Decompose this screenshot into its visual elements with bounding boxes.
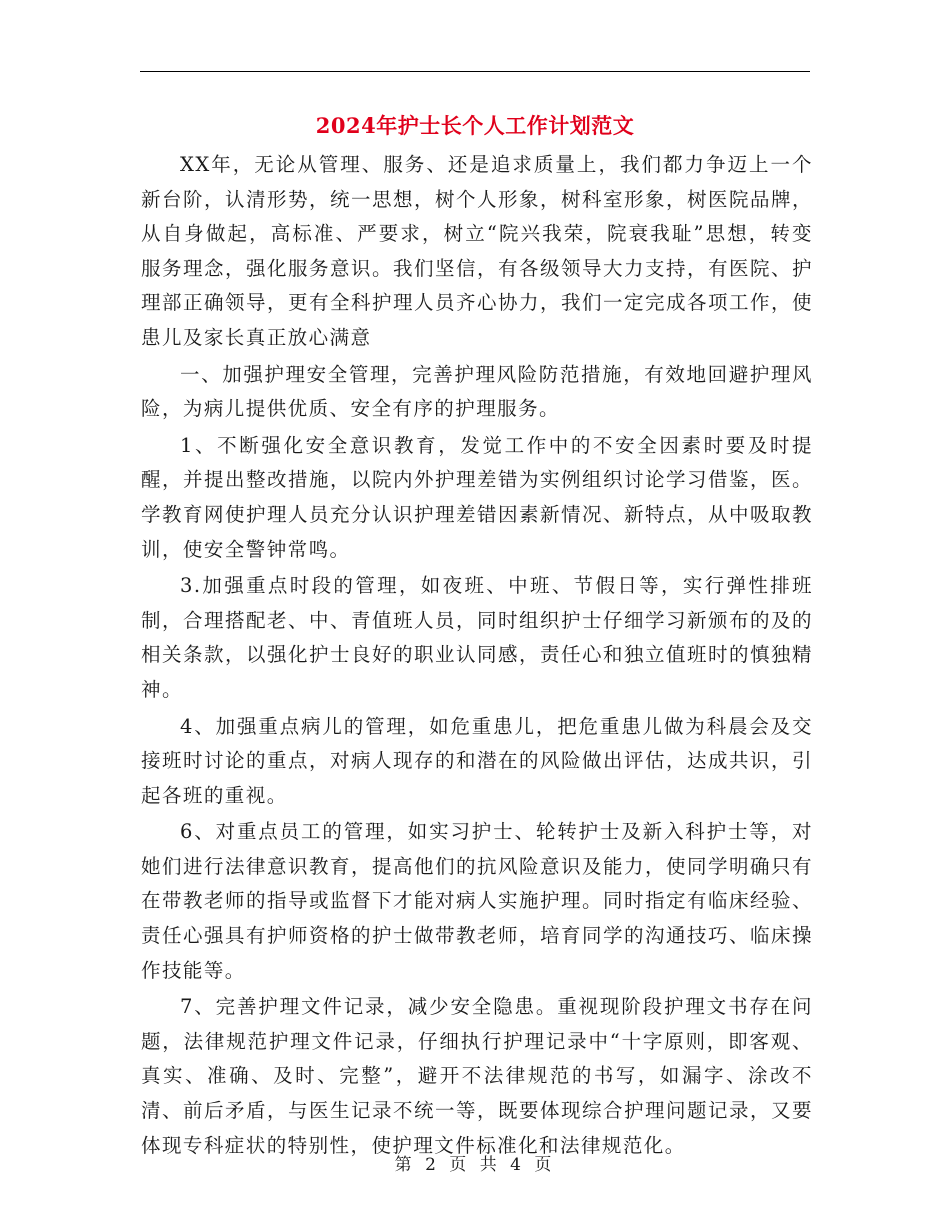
paragraph-item-1: 1、不断强化安全意识教育，发觉工作中的不安全因素时要及时提醒，并提出整改措施，以院内外护理差错为实例组织讨论学习借鉴，医。学教育网使护理人员充分认识护理差错因素新情况、新特点，从中吸取教训，使安全警钟常鸣。 — [141, 433, 813, 561]
document-title: 2024年护士长个人工作计划范文 — [315, 113, 635, 138]
paragraph-section-one: 一、加强护理安全管理，完善护理风险防范措施，有效地回避护理风险，为病儿提供优质、安全有序的护理服务。 — [141, 362, 813, 421]
paragraph-item-6: 6、对重点员工的管理，如实习护士、轮转护士及新入科护士等，对她们进行法律意识教育，提高他们的抗风险意识及能力，使同学明确只有在带教老师的指导或监督下才能对病人实施护理。同时指定有临床经验、责任心强具有护师资格的护士做带教老师，培育同学的沟通技巧、临床操作技能等。 — [141, 820, 813, 982]
paragraph-item-3: 3.加强重点时段的管理，如夜班、中班、节假日等，实行弹性排班制，合理搭配老、中、青值班人员，同时组织护士仔细学习新颁布的及的相关条款，以强化护士良好的职业认同感，责任心和独立值班时的慎独精神。 — [141, 574, 813, 701]
paragraph-item-4: 4、加强重点病儿的管理，如危重患儿，把危重患儿做为科晨会及交接班时讨论的重点，对病人现存的和潜在的风险做出评估，达成共识，引起各班的重视。 — [141, 714, 813, 807]
paragraph-item-7: 7、完善护理文件记录，减少安全隐患。重视现阶段护理文书存在问题，法律规范护理文件记录，仔细执行护理记录中“十字原则，即客观、真实、准确、及时、完整”，避开不法律规范的书写，如漏字、涂改不清、前后矛盾，与医生记录不统一等，既要体现综合护理问题记录，又要体现专科症状的特别性，使护理文件标准化和法律规范化。 — [141, 995, 813, 1157]
paragraph-intro: XX年，无论从管理、服务、还是追求质量上，我们都力争迈上一个新台阶，认清形势，统一思想，树个人形象，树科室形象，树医院品牌，从自身做起，高标准、严要求，树立“院兴我荣，院衰我耻”思想，转变服务理念，强化服务意识。我们坚信，有各级领导大力支持，有医院、护理部正确领导，更有全科护理人员齐心协力，我们一定完成各项工作，使患儿及家长真正放心满意 — [141, 153, 813, 349]
document-body — [141, 148, 813, 1163]
page-number: 第 2 页 共 4 页 — [394, 1155, 556, 1175]
header-rule — [140, 71, 810, 72]
